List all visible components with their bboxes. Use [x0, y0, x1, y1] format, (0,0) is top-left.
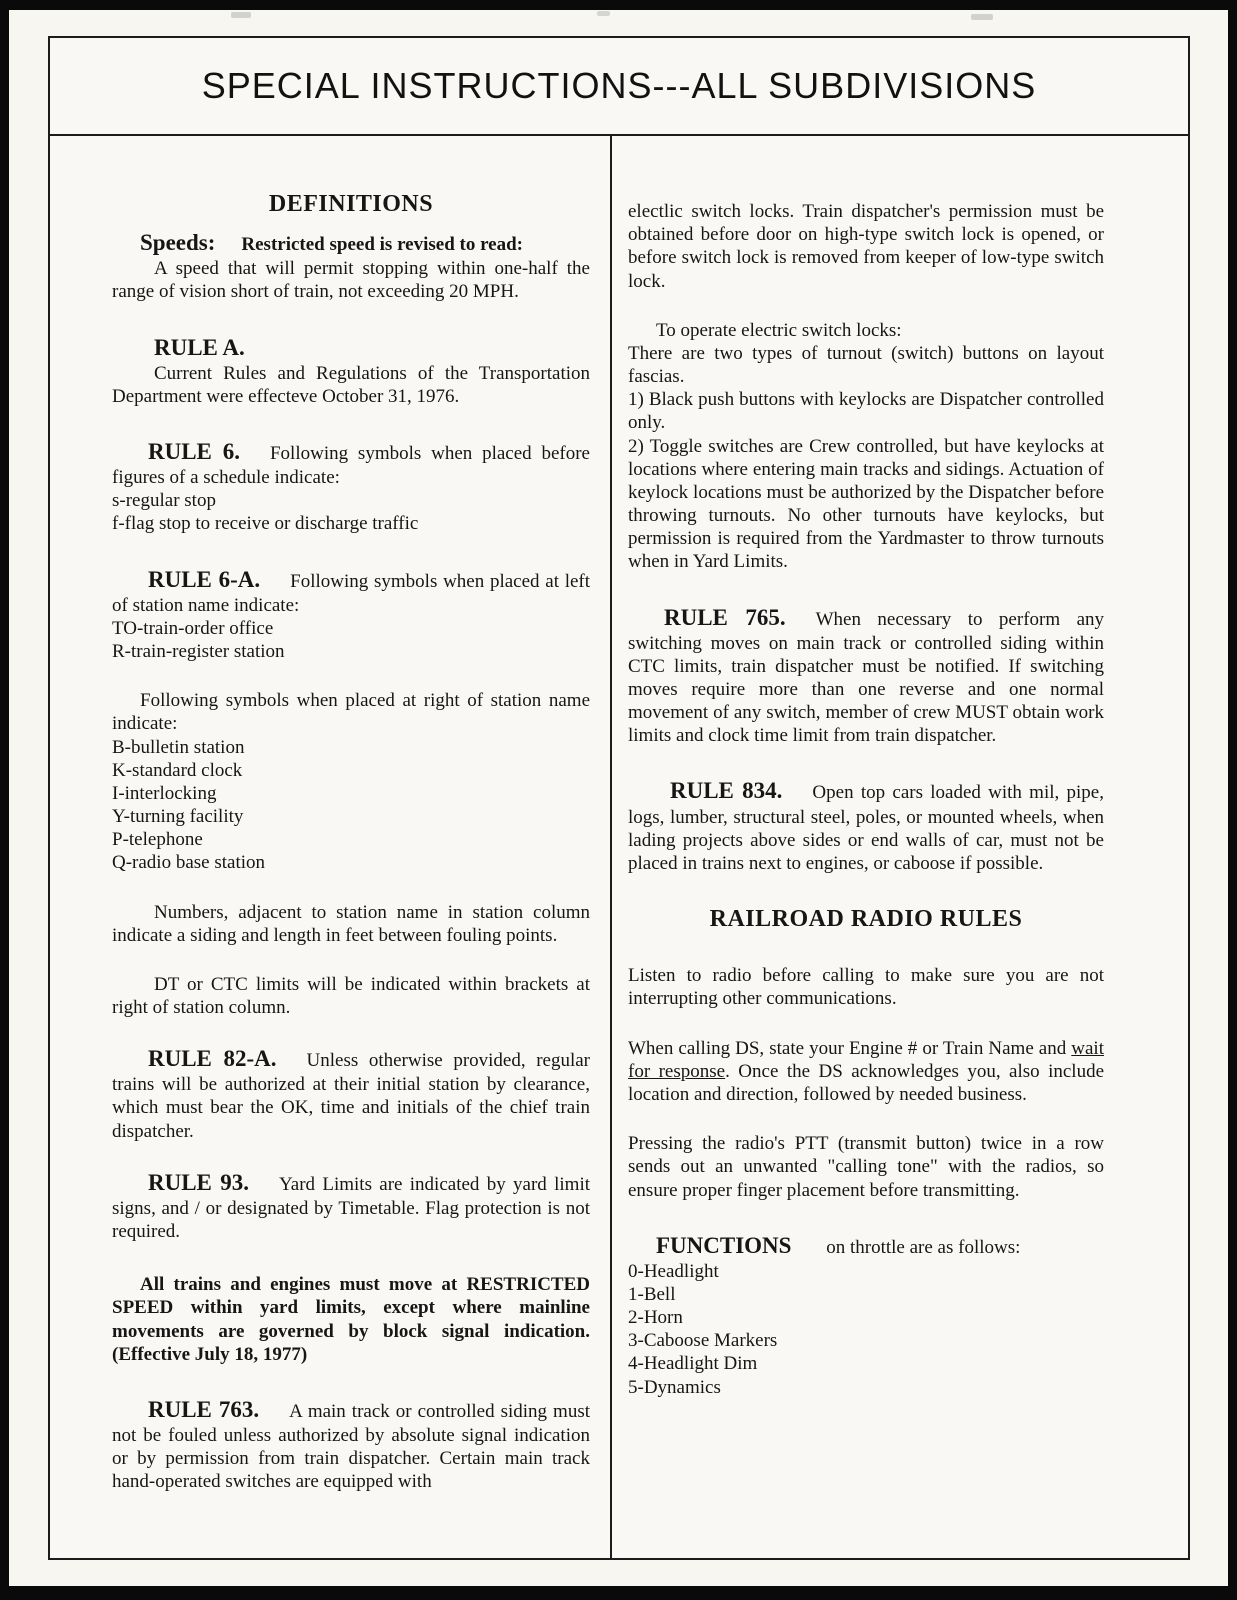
functions-item: 1-Bell: [628, 1283, 676, 1305]
electric-locks-item2: 2) Toggle switches are Crew controlled, but have keylocks at locations where entering main tracks and sidings. Actuation of keylock locations must be authorized by the Dispatcher before throwing turnouts. No other turnouts have keylocks, but permission is required from the Yardmaster to throw turnouts when in Yard Limits.: [628, 435, 1104, 573]
radio-p2-after: . Once the DS acknowledges you, also include location and direction, followed by needed business.: [628, 1060, 1104, 1105]
electric-locks-item1: 1) Black push buttons with keylocks are Dispatcher controlled only.: [628, 389, 1104, 434]
rule-6a-label: RULE 6-A.: [148, 566, 261, 592]
rule-93-label: RULE 93.: [148, 1169, 249, 1195]
numbers-note: Numbers, adjacent to station name in station column indicate a siding and length in feet between fouling points.: [112, 901, 590, 946]
rule-6-item: f-flag stop to receive or discharge traffic: [112, 513, 419, 535]
scan-artifact: [597, 11, 610, 16]
right-column: [610, 136, 1188, 1558]
speeds-body: A speed that will permit stopping within one-half the range of vision short of train, not exceeding 20 MPH.: [112, 258, 590, 303]
right-symbols-item: B-bulletin station: [112, 736, 245, 758]
rule-834-label: RULE 834.: [670, 778, 783, 804]
radio-p2-underlined: wait for response: [628, 1037, 1104, 1082]
rule-765-body: When necessary to perform any switching moves on main track or controlled siding within CTC limits, train dispatcher must be notified. If switching moves require more than one reverse and one normal movement of any switch, member of crew MUST obtain work limits and clock time limit from train dispatcher.: [628, 608, 1105, 747]
rule-763-label: RULE 763.: [148, 1396, 260, 1422]
functions-label: FUNCTIONS: [656, 1232, 792, 1258]
page-frame: [48, 36, 1190, 1560]
rule-6-body: Following symbols when placed before figures of a schedule indicate:: [112, 443, 590, 489]
rule-763-paragraph: [112, 1396, 590, 1494]
speeds-intro: Restricted speed is revised to read:: [241, 234, 524, 256]
right-symbols-item: I-interlocking: [112, 782, 217, 804]
right-symbols-item: Y-turning facility: [112, 806, 244, 828]
rule-6-item: s-regular stop: [112, 490, 216, 512]
speeds-label: Speeds:: [140, 230, 216, 256]
rule-765-label: RULE 765.: [664, 604, 786, 630]
right-symbols-item: P-telephone: [112, 829, 203, 851]
speeds-intro-line: [112, 229, 590, 257]
continuation-paragraph: electlic switch locks. Train dispatcher's permission must be obtained before door on high-type switch lock is opened, or before switch lock is removed from keeper of low-type switch lock.: [628, 201, 1104, 292]
rule-82a-label: RULE 82-A.: [148, 1046, 277, 1072]
scan-artifact: [231, 12, 251, 18]
rule-a-heading: [112, 334, 590, 362]
definitions-heading: DEFINITIONS: [268, 191, 434, 217]
rule-82a-body: Unless otherwise provided, regular trains will be authorized at their initial station by clearance, which must bear the OK, time and initials of the chief train dispatcher.: [112, 1050, 590, 1142]
rule-6-label: RULE 6.: [148, 439, 240, 465]
right-symbols-paragraph: Following symbols when placed at right of station name indicate:: [112, 690, 590, 735]
two-column-body: [50, 136, 1188, 1558]
rule-834-body: Open top cars loaded with mil, pipe, logs, lumber, structural steel, poles, or mounted wheels, when lading projects above sides or end walls of car, must not be placed in trains next to engines, or caboose if possible.: [628, 782, 1104, 874]
rule-765-paragraph: [628, 604, 1104, 748]
functions-item: 4-Headlight Dim: [628, 1353, 758, 1375]
title-band: [50, 38, 1188, 136]
dt-ctc-note: DT or CTC limits will be indicated within brackets at right of station column.: [112, 973, 590, 1019]
rule-6a-paragraph: [112, 566, 590, 617]
rule-6a-body: Following symbols when placed at left of station name indicate:: [112, 570, 591, 616]
rule-93-body: Yard Limits are indicated by yard limit signs, and / or designated by Timetable. Flag protection is not required.: [112, 1173, 590, 1243]
rule-82a-paragraph: [112, 1045, 590, 1143]
rule-763-body: A main track or controlled siding must not be fouled unless authorized by absolute signal indication or by permission from train dispatcher. Certain main track hand-operated switches are equipped with: [112, 1400, 590, 1493]
functions-item: 5-Dynamics: [628, 1376, 721, 1398]
rule-a-body: Current Rules and Regulations of the Transportation Department were effecteve October 31, 1976.: [112, 362, 590, 407]
scan-artifact: [971, 14, 993, 20]
rule-93-paragraph: [112, 1169, 590, 1243]
restricted-speed-note: All trains and engines must move at RESTRICTED SPEED within yard limits, except where mainline movements are governed by block signal indication. (Effective July 18, 1977): [112, 1274, 590, 1365]
radio-p2-before: When calling DS, state your Engine # or Train Name and: [628, 1037, 1072, 1059]
radio-paragraph-2: [628, 1037, 1104, 1107]
functions-item: 2-Horn: [628, 1307, 683, 1329]
rule-6a-item: R-train-register station: [112, 641, 285, 662]
page-title: SPECIAL INSTRUCTIONS---ALL SUBDIVISIONS: [201, 65, 1037, 106]
rule-6-paragraph: [112, 438, 590, 489]
functions-paragraph: [628, 1232, 1104, 1260]
rule-834-paragraph: [628, 777, 1104, 875]
functions-item: 3-Caboose Markers: [628, 1330, 778, 1352]
rule-a-label: RULE A.: [154, 334, 245, 360]
electric-locks-intro: To operate electric switch locks:: [656, 319, 902, 341]
radio-rules-heading: RAILROAD RADIO RULES: [709, 906, 1023, 933]
right-symbols-item: Q-radio base station: [112, 852, 266, 874]
radio-paragraph-3: Pressing the radio's PTT (transmit button) twice in a row sends out an unwanted "calling tone" with the radios, so ensure proper finger placement before transmitting.: [628, 1133, 1104, 1201]
right-symbols-item: K-standard clock: [112, 759, 243, 781]
rule-6a-item: TO-train-order office: [112, 617, 274, 639]
left-column: [50, 136, 610, 1558]
functions-item: 0-Headlight: [628, 1260, 719, 1282]
radio-paragraph-1: Listen to radio before calling to make sure you are not interrupting other communications.: [628, 965, 1104, 1010]
electric-locks-body: There are two types of turnout (switch) buttons on layout fascias.: [628, 342, 1104, 388]
functions-intro: on throttle are as follows:: [821, 1236, 1021, 1258]
